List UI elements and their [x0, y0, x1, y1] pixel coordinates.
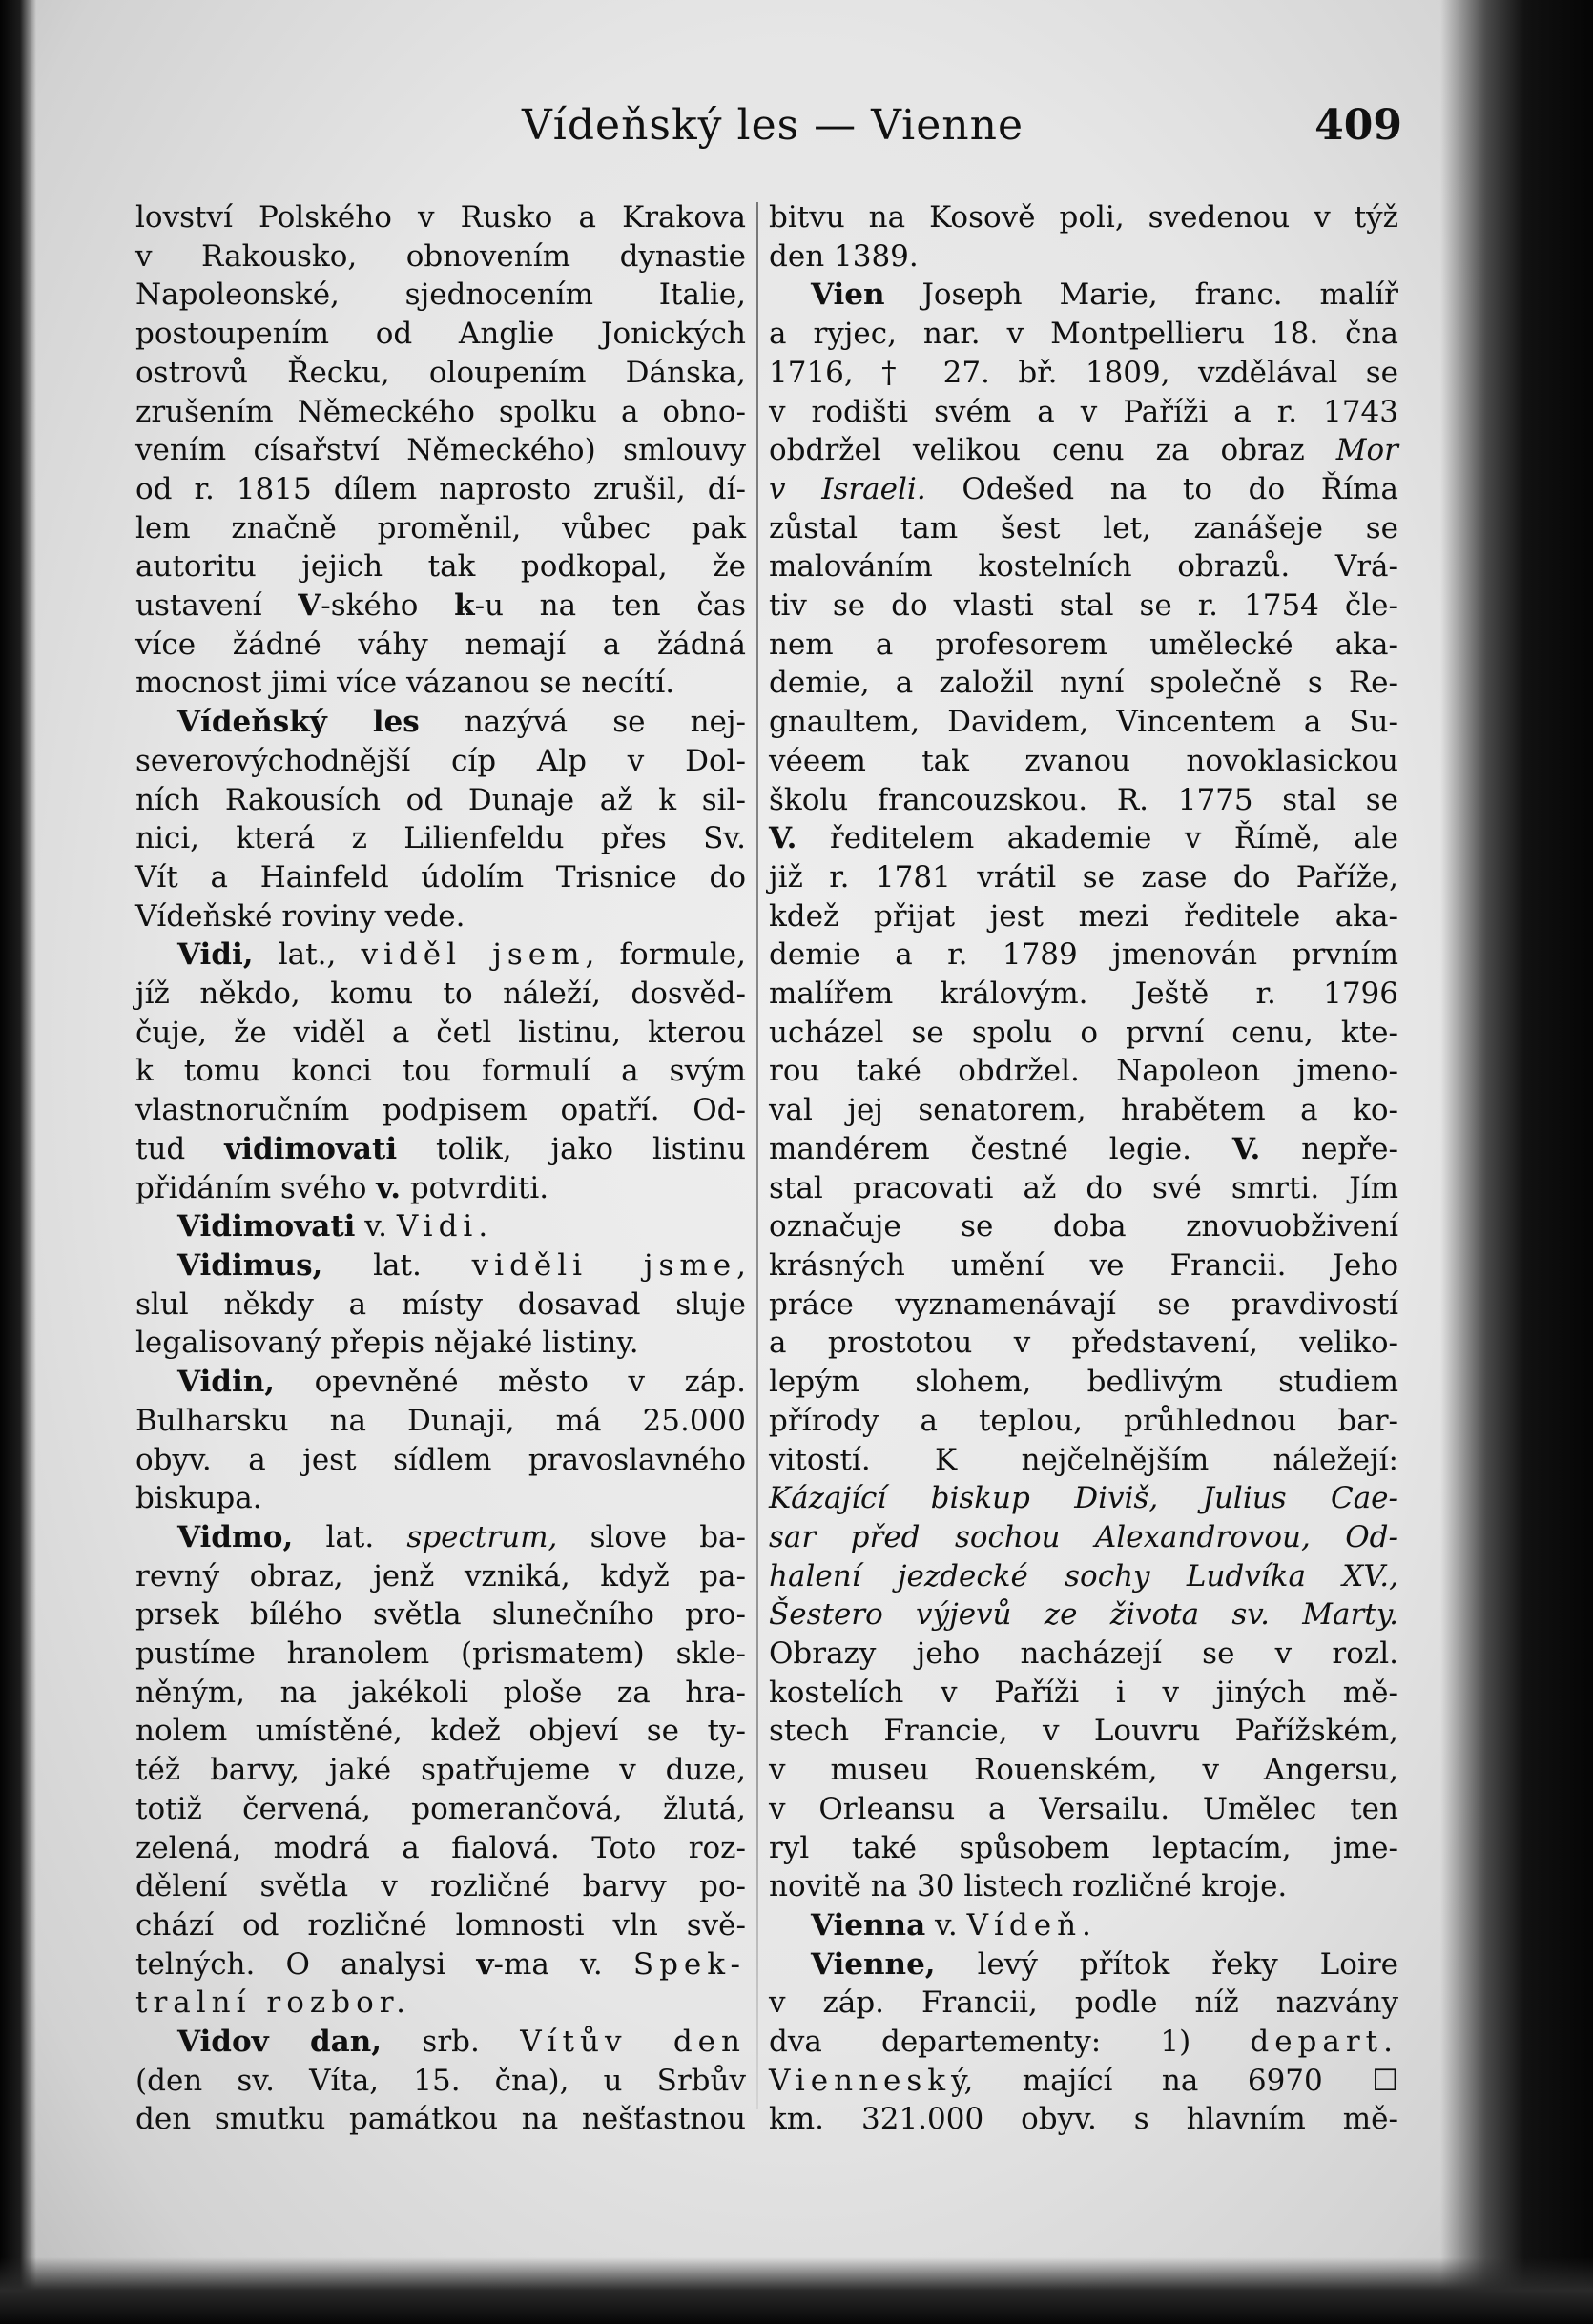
left-column-line: [135, 393, 746, 432]
text-run: malováním kostelních obrazů. Vrá-: [769, 549, 1398, 585]
left-column-line: [135, 315, 746, 354]
headword: V: [298, 588, 321, 624]
text-run: potvrditi.: [400, 1170, 549, 1205]
right-column-line: [769, 1635, 1398, 1674]
headword: Vidi,: [177, 937, 254, 973]
text-run: bitvu na Kosově poli, svedenou v týž: [769, 200, 1398, 235]
text-run: čuje, že viděl a četl listinu, kterou: [135, 1015, 746, 1050]
text-run: véeem tak zvanou novoklasickou: [769, 743, 1398, 778]
headword: vidimovati: [224, 1131, 398, 1166]
text-run: v.: [355, 1209, 397, 1244]
headword: Vienna: [811, 1907, 926, 1943]
text-run: dělení světla v rozličné barvy po-: [135, 1869, 746, 1904]
text-run: v záp. Francii, podle níž nazvány: [769, 1985, 1398, 2021]
left-column-line: [135, 586, 746, 626]
text-run: -ma v.: [493, 1946, 633, 1982]
right-column-line: [769, 1246, 1398, 1285]
left-column-line: [135, 1324, 746, 1363]
text-run: Vidi.: [396, 1209, 494, 1244]
left-column-line: [135, 1246, 746, 1285]
right-column-line: [769, 1285, 1398, 1325]
text-run: lovství Polského v Rusko a Krakova: [135, 200, 746, 235]
left-column-line: [135, 1441, 746, 1480]
right-column-line: [769, 1479, 1398, 1518]
text-run: -u na ten čas: [474, 588, 746, 624]
text-run: označuje se doba znovuobživení: [769, 1209, 1398, 1244]
left-column-line: [135, 431, 746, 470]
left-column-line: [135, 509, 746, 548]
left-column-line: [135, 1790, 746, 1829]
text-run: zůstal tam šest let, zanášeje se: [769, 510, 1398, 545]
right-column-line: [769, 1790, 1398, 1829]
text-run: nem a profesorem umělecké aka-: [769, 627, 1398, 662]
text-run: též barvy, jaké spatřujeme v duze,: [135, 1753, 746, 1788]
text-run: Vídeň.: [966, 1907, 1097, 1943]
italic-text: v Israeli.: [769, 471, 926, 506]
text-run: legalisovaný přepis nějaké listiny.: [135, 1326, 639, 1361]
text-run: nazývá se nej-: [419, 705, 746, 740]
right-column-line: [769, 1363, 1398, 1402]
left-column-line: [135, 703, 746, 742]
text-run: Joseph Marie, franc. malíř: [884, 278, 1398, 313]
italic-text: Šestero výjevů ze života sv. Marty.: [769, 1597, 1398, 1633]
text-run: kdež přijat jest mezi ředitele aka-: [769, 898, 1398, 934]
text-run: v.: [925, 1907, 967, 1943]
right-column-line: [769, 1595, 1398, 1635]
right-column-line: [769, 1829, 1398, 1868]
text-run: lat.: [293, 1519, 407, 1554]
right-column: [769, 198, 1398, 2139]
text-run: den 1389.: [769, 238, 919, 274]
right-column-line: [769, 1906, 1398, 1945]
left-column-line: [135, 1906, 746, 1945]
left-column-line: [135, 1984, 746, 2023]
right-column-line: [769, 1402, 1398, 1441]
text-run: chází od rozličné lomnosti vln svě-: [135, 1907, 746, 1943]
text-run: Spek-: [632, 1946, 746, 1982]
right-column-line: [769, 315, 1398, 354]
text-run: zrušením Německého spolku a obno-: [135, 394, 746, 429]
text-run: viděli jsme: [471, 1247, 737, 1283]
text-run: stal pracovati až do své smrti. Jím: [769, 1170, 1398, 1205]
left-column-line: [135, 1945, 746, 1985]
text-run: jíž někdo, komu to náleží, dosvěd-: [135, 977, 746, 1012]
right-column-line: [769, 1712, 1398, 1751]
left-column-line: [135, 1363, 746, 1402]
text-run: ,: [736, 1247, 747, 1283]
text-run: novitě na 30 listech rozličné kroje.: [769, 1869, 1288, 1904]
left-column-line: [135, 897, 746, 936]
scan-edge-left: [0, 0, 36, 2324]
text-run: telných. O analysi: [135, 1946, 477, 1982]
text-run: autoritu jejich tak podkopal, že: [135, 549, 746, 585]
right-column-line: [769, 1557, 1398, 1596]
text-run: kostelích v Paříži i v jiných mě-: [769, 1675, 1398, 1710]
headword: Vidimus,: [177, 1247, 323, 1283]
text-run: levý přítok řeky Loire: [935, 1946, 1398, 1982]
left-column-line: [135, 1479, 746, 1518]
text-run: prsek bílého světla slunečního pro-: [135, 1597, 746, 1633]
text-run: více žádné váhy nemají a žádná: [135, 627, 746, 662]
text-run: tolik, jako listinu: [397, 1131, 747, 1166]
text-run: Vítův den: [520, 2025, 746, 2060]
text-run: práce vyznamenávají se pravdivostí: [769, 1286, 1398, 1322]
text-run: viděl jsem: [361, 937, 586, 973]
left-column-line: [135, 1402, 746, 1441]
right-column-line: [769, 470, 1398, 509]
headword: V.: [769, 821, 797, 856]
text-run: a ryjec, nar. v Montpellieru 18. čna: [769, 317, 1398, 352]
left-column-line: [135, 2100, 746, 2139]
text-run: ryl také spůsobem leptacím, jme-: [769, 1830, 1398, 1865]
left-column-line: [135, 276, 746, 315]
left-column-line: [135, 1557, 746, 1596]
text-run: nici, která z Lilienfeldu přes Sv.: [135, 821, 746, 856]
right-column-line: [769, 1052, 1398, 1091]
text-run: k tomu konci tou formulí a svým: [135, 1054, 746, 1089]
scan-edge-right: [1440, 0, 1593, 2324]
right-column-line: [769, 1751, 1398, 1790]
text-run: ostrovů Řecku, oloupením Dánska,: [135, 355, 746, 390]
text-run: tralní rozbor.: [135, 1985, 411, 2021]
text-run: vením císařství Německého) smlouvy: [135, 433, 746, 468]
right-column-line: [769, 2062, 1398, 2101]
text-run: ustavení: [135, 588, 299, 624]
right-column-line: [769, 1207, 1398, 1246]
left-column-line: [135, 1518, 746, 1557]
left-column-line: [135, 1751, 746, 1790]
text-run: ředitelem akademie v Římě, ale: [796, 821, 1398, 856]
right-column-line: [769, 1169, 1398, 1208]
right-column-line: [769, 1945, 1398, 1985]
text-run: gnaultem, Davidem, Vincentem a Su-: [769, 705, 1398, 740]
text-run: severovýchodnější cíp Alp v Dol-: [135, 743, 746, 778]
text-run: v rodišti svém a v Paříži a r. 1743: [769, 394, 1398, 429]
text-run: mocnost jimi více vázanou se necítí.: [135, 666, 675, 701]
right-column-line: [769, 1324, 1398, 1363]
right-column-line: [769, 626, 1398, 665]
right-column-line: [769, 276, 1398, 315]
italic-text: sar před sochou Alexandrovou, Od-: [769, 1519, 1398, 1554]
text-run: 1716, † 27. bř. 1809, vzdělával se: [769, 355, 1398, 390]
right-column-line: [769, 586, 1398, 626]
left-column-line: [135, 237, 746, 277]
headword: Vidimovati: [177, 1209, 356, 1244]
text-run: zelená, modrá a fialová. Toto roz-: [135, 1830, 746, 1865]
text-run: totiž červená, pomerančová, žlutá,: [135, 1791, 746, 1826]
headword: V.: [1231, 1131, 1261, 1166]
text-run: ních Rakousích od Dunaje až k sil-: [135, 782, 746, 817]
left-column-line: [135, 2023, 746, 2062]
right-column-line: [769, 393, 1398, 432]
right-column-line: [769, 1091, 1398, 1130]
left-column-line: [135, 1829, 746, 1868]
right-column-line: [769, 975, 1398, 1014]
text-run: pustíme hranolem (prismatem) skle-: [135, 1636, 746, 1672]
right-column-line: [769, 858, 1398, 897]
text-run: obyv. a jest sídlem pravoslavného: [135, 1442, 746, 1477]
left-column-line: [135, 1169, 746, 1208]
text-run: lepým slohem, bedlivým studiem: [769, 1365, 1398, 1400]
left-column-line: [135, 781, 746, 820]
text-run: opevněné město v záp.: [275, 1365, 746, 1400]
right-column-line: [769, 1014, 1398, 1053]
text-run: slove ba-: [557, 1519, 746, 1554]
text-run: mandérem čestné legie.: [769, 1131, 1232, 1166]
text-run: ý, mající na 6970 ☐: [951, 2063, 1398, 2098]
text-run: -ského: [321, 588, 455, 624]
text-run: v museu Rouenském, v Angersu,: [769, 1753, 1398, 1788]
right-column-line: [769, 664, 1398, 703]
text-run: ucházel se spolu o první cenu, kte-: [769, 1015, 1398, 1050]
column-divider: [756, 202, 758, 2109]
text-run: Vídeňské roviny vede.: [135, 898, 465, 934]
left-column-line: [135, 1130, 746, 1169]
text-run: demie a r. 1789 jmenován prvním: [769, 937, 1398, 973]
left-column-line: [135, 819, 746, 858]
left-column-line: [135, 858, 746, 897]
left-column: [135, 198, 746, 2139]
left-column-line: [135, 354, 746, 393]
text-run: vlastnoručním podpisem opatří. Od-: [135, 1093, 746, 1128]
left-column-line: [135, 936, 746, 975]
text-run: biskupa.: [135, 1481, 262, 1516]
text-run: lat.,: [253, 937, 362, 973]
right-column-line: [769, 1130, 1398, 1169]
right-column-line: [769, 354, 1398, 393]
headword: v.: [376, 1170, 401, 1205]
text-run: Napoleonské, sjednocením Italie,: [135, 278, 746, 313]
text-run: vitostí. K nejčelnějším náležejí:: [769, 1442, 1398, 1477]
text-run: val jej senatorem, hrabětem a ko-: [769, 1093, 1398, 1128]
left-column-line: [135, 742, 746, 781]
right-column-line: [769, 509, 1398, 548]
text-run: něným, na jakékoli ploše za hra-: [135, 1675, 746, 1710]
right-column-line: [769, 431, 1398, 470]
left-column-line: [135, 975, 746, 1014]
headword: Vidov dan,: [177, 2025, 383, 2060]
right-column-line: [769, 1441, 1398, 1480]
text-run: lat.: [322, 1247, 472, 1283]
left-column-line: [135, 1712, 746, 1751]
headword: v: [476, 1946, 494, 1982]
left-column-line: [135, 1207, 746, 1246]
text-run: v Rakousko, obnovením dynastie: [135, 238, 746, 274]
text-run: demie, a založil nyní společně s Re-: [769, 666, 1398, 701]
left-column-line: [135, 1867, 746, 1906]
text-run: od r. 1815 dílem naprosto zrušil, dí-: [135, 471, 746, 506]
text-run: Odešed na to do Říma: [925, 471, 1398, 506]
headword: Vídeňský les: [177, 705, 420, 740]
text-run: (den sv. Víta, 15. čna), u Srbův: [135, 2063, 746, 2098]
italic-text: halení jezdecké sochy Ludvíka XV.,: [769, 1558, 1398, 1594]
text-run: dva departementy: 1): [769, 2025, 1251, 2060]
left-column-line: [135, 1091, 746, 1130]
left-column-line: [135, 1052, 746, 1091]
right-column-line: [769, 198, 1398, 237]
text-run: přidáním svého: [135, 1170, 377, 1205]
text-run: v Orleansu a Versailu. Umělec ten: [769, 1791, 1398, 1826]
right-column-line: [769, 703, 1398, 742]
left-column-line: [135, 1595, 746, 1635]
text-run: nolem umístěné, kdež objeví se ty-: [135, 1714, 746, 1749]
text-run: tud: [135, 1131, 225, 1166]
left-column-line: [135, 1635, 746, 1674]
text-run: obdržel velikou cenu za obraz: [769, 433, 1336, 468]
text-run: tiv se do vlasti stal se r. 1754 čle-: [769, 588, 1398, 624]
text-run: Viennesk: [769, 2063, 952, 2098]
text-run: Bulharsku na Dunaji, má 25.000: [135, 1403, 746, 1438]
text-run: Vít a Hainfeld údolím Trisnice do: [135, 859, 746, 895]
headword: Vien: [811, 278, 885, 313]
text-run: , formule,: [585, 937, 746, 973]
text-run: lem značně proměnil, vůbec pak: [135, 510, 746, 545]
text-run: km. 321.000 obyv. s hlavním mě-: [769, 2102, 1398, 2137]
italic-text: spectrum,: [406, 1519, 558, 1554]
left-column-line: [135, 1285, 746, 1325]
right-column-line: [769, 742, 1398, 781]
text-run: školu francouzskou. R. 1775 stal se: [769, 782, 1398, 817]
headword: k: [454, 588, 475, 624]
left-column-line: [135, 547, 746, 586]
text-run: přírody a teplou, průhlednou bar-: [769, 1403, 1398, 1438]
right-column-line: [769, 2100, 1398, 2139]
text-run: slul někdy a místy dosavad sluje: [135, 1286, 746, 1322]
right-column-line: [769, 1518, 1398, 1557]
right-column-line: [769, 897, 1398, 936]
text-run: Obrazy jeho nacházejí se v rozl.: [769, 1636, 1398, 1672]
italic-text: Kázající biskup Diviš, Julius Cae-: [769, 1481, 1398, 1516]
running-head: [143, 101, 1402, 162]
scan-edge-bottom: [0, 2257, 1593, 2324]
text-run: nepře-: [1260, 1131, 1398, 1166]
left-column-line: [135, 664, 746, 703]
headword: Vienne,: [811, 1946, 936, 1982]
text-run: rou také obdržel. Napoleon jmeno-: [769, 1054, 1398, 1089]
headword: Vidin,: [177, 1365, 276, 1400]
left-column-line: [135, 470, 746, 509]
right-column-line: [769, 547, 1398, 586]
text-run: krásných umění ve Francii. Jeho: [769, 1247, 1398, 1283]
text-run: postoupením od Anglie Jonických: [135, 317, 746, 352]
text-run: a prostotou v představení, veliko-: [769, 1326, 1398, 1361]
right-column-line: [769, 1674, 1398, 1713]
right-column-line: [769, 819, 1398, 858]
left-column-line: [135, 626, 746, 665]
right-column-line: [769, 936, 1398, 975]
text-run: den smutku památkou na nešťastnou: [135, 2102, 746, 2137]
left-column-line: [135, 2062, 746, 2101]
right-column-line: [769, 2023, 1398, 2062]
left-column-line: [135, 1014, 746, 1053]
left-column-line: [135, 1674, 746, 1713]
text-run: depart.: [1250, 2025, 1398, 2060]
page-title: Vídeňský les — Vienne: [522, 101, 1024, 150]
right-column-line: [769, 1867, 1398, 1906]
right-column-line: [769, 1984, 1398, 2023]
italic-text: Mor: [1335, 433, 1398, 468]
text-run: srb.: [382, 2025, 521, 2060]
left-column-line: [135, 198, 746, 237]
page-number: 409: [1314, 101, 1402, 150]
text-run: stech Francie, v Louvru Pařížském,: [769, 1714, 1398, 1749]
headword: Vidmo,: [177, 1519, 294, 1554]
right-column-line: [769, 781, 1398, 820]
text-run: již r. 1781 vrátil se zase do Paříže,: [769, 859, 1398, 895]
text-run: revný obraz, jenž vzniká, když pa-: [135, 1558, 746, 1594]
right-column-line: [769, 237, 1398, 277]
text-run: malířem královým. Ještě r. 1796: [769, 977, 1398, 1012]
